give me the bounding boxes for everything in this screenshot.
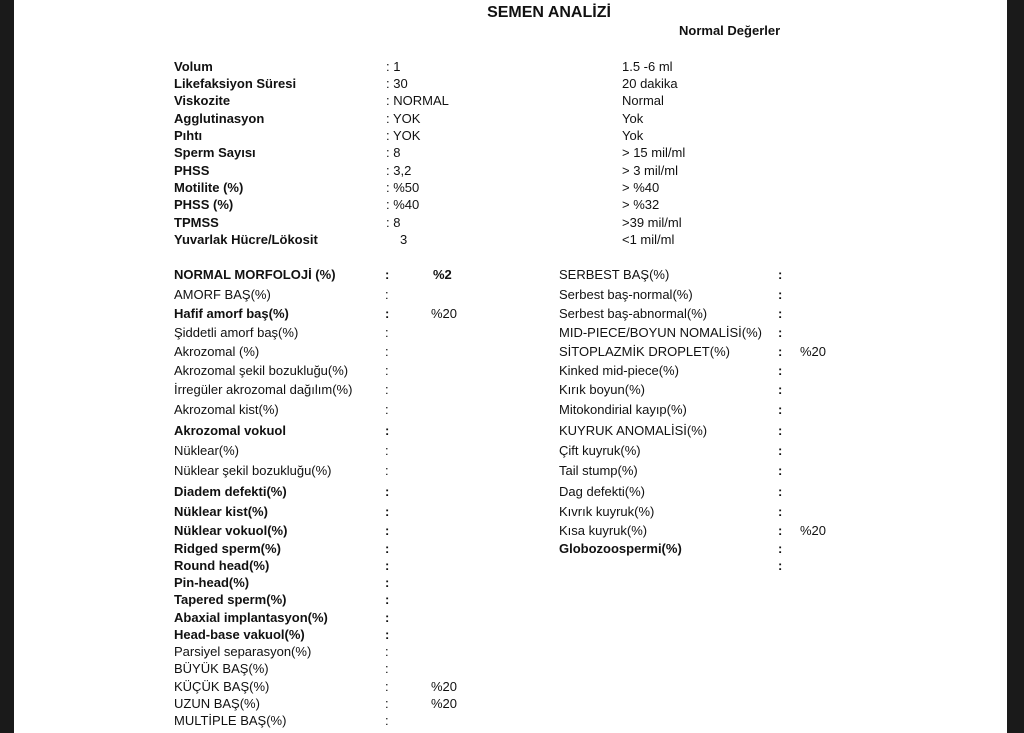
basic-value: 3	[400, 232, 408, 247]
colon: :	[385, 463, 389, 478]
morphology-label: Kinked mid-piece(%)	[559, 363, 679, 378]
morphology-label: Kırık boyun(%)	[559, 382, 645, 397]
basic-label: PHSS	[174, 163, 210, 178]
morphology-row	[559, 503, 859, 520]
morphology-label: Kısa kuyruk(%)	[559, 523, 648, 538]
morphology-row	[559, 557, 859, 574]
colon: :	[778, 463, 783, 478]
colon: :	[385, 267, 390, 282]
basic-row	[174, 144, 894, 161]
morphology-value: %20	[800, 344, 827, 359]
morphology-row	[174, 712, 474, 729]
morphology-row	[174, 678, 474, 695]
morphology-value: %20	[431, 306, 458, 321]
morphology-row	[559, 305, 859, 322]
colon: :	[385, 627, 390, 642]
colon: :	[385, 523, 390, 538]
colon: :	[778, 287, 783, 302]
normal-values-header: Normal Değerler	[679, 23, 781, 38]
morphology-label: Hafif amorf baş(%)	[174, 306, 289, 321]
morphology-row	[174, 324, 474, 341]
normal-value: > 3 mil/ml	[622, 163, 678, 178]
morphology-label: Abaxial implantasyon(%)	[174, 610, 328, 625]
morphology-label: Dag defekti(%)	[559, 484, 645, 499]
morphology-label: Nüklear şekil bozukluğu(%)	[174, 463, 332, 478]
normal-value: > %40	[622, 180, 660, 195]
morphology-row	[174, 343, 474, 360]
basic-row	[174, 92, 894, 109]
basic-label: PHSS (%)	[174, 197, 234, 212]
morphology-label: Nüklear kist(%)	[174, 504, 268, 519]
colon: :	[385, 644, 389, 659]
basic-row	[174, 231, 894, 248]
morphology-row	[174, 522, 474, 539]
colon: :	[778, 558, 783, 573]
morphology-row	[174, 266, 474, 283]
morphology-label: KÜÇÜK BAŞ(%)	[174, 679, 270, 694]
morphology-row	[174, 381, 474, 398]
morphology-row	[174, 422, 474, 439]
morphology-row	[174, 660, 474, 677]
normal-value: Yok	[622, 111, 644, 126]
morphology-label: Ridged sperm(%)	[174, 541, 281, 556]
basic-label: Likefaksiyon Süresi	[174, 76, 297, 91]
basic-value: : YOK	[386, 111, 421, 126]
colon: :	[385, 661, 389, 676]
normal-value: Normal	[622, 93, 664, 108]
morphology-label: UZUN BAŞ(%)	[174, 696, 260, 711]
colon: :	[385, 575, 390, 590]
colon: :	[385, 423, 390, 438]
basic-value: : 30	[386, 76, 408, 91]
basic-row	[174, 58, 894, 75]
colon: :	[385, 610, 390, 625]
basic-value: : 3,2	[386, 163, 412, 178]
document-page	[14, 0, 1007, 733]
basic-label: Agglutinasyon	[174, 111, 265, 126]
morphology-label: Çift kuyruk(%)	[559, 443, 641, 458]
colon: :	[778, 504, 783, 519]
basic-row	[174, 110, 894, 127]
morphology-row	[174, 286, 474, 303]
basic-value: : YOK	[386, 128, 421, 143]
colon: :	[385, 484, 390, 499]
morphology-label: Akrozomal (%)	[174, 344, 260, 359]
morphology-value: %2	[433, 267, 452, 282]
morphology-label: Kıvrık kuyruk(%)	[559, 504, 655, 519]
basic-label: TPMSS	[174, 215, 219, 230]
morphology-label: MULTİPLE BAŞ(%)	[174, 713, 287, 728]
morphology-label: BÜYÜK BAŞ(%)	[174, 661, 269, 676]
morphology-label: AMORF BAŞ(%)	[174, 287, 271, 302]
colon: :	[385, 504, 390, 519]
morphology-row	[559, 522, 859, 539]
basic-row	[174, 75, 894, 92]
colon: :	[385, 696, 389, 711]
normal-value: Yok	[622, 128, 644, 143]
morphology-row	[559, 442, 859, 459]
morphology-row	[174, 540, 474, 557]
morphology-value: %20	[431, 696, 458, 711]
basic-row	[174, 179, 894, 196]
basic-value: : %40	[386, 197, 420, 212]
morphology-value: %20	[800, 523, 827, 538]
basic-row	[174, 127, 894, 144]
normal-value: 1.5 -6 ml	[622, 59, 673, 74]
morphology-label: Serbest baş-normal(%)	[559, 287, 693, 302]
morphology-label: Tail stump(%)	[559, 463, 638, 478]
morphology-row	[174, 401, 474, 418]
basic-label: Yuvarlak Hücre/Lökosit	[174, 232, 318, 247]
colon: :	[778, 402, 783, 417]
morphology-label: Tapered sperm(%)	[174, 592, 287, 607]
basic-row	[174, 214, 894, 231]
morphology-row	[559, 324, 859, 341]
colon: :	[385, 541, 390, 556]
basic-value: : 8	[386, 215, 401, 230]
colon: :	[778, 443, 783, 458]
basic-label: Sperm Sayısı	[174, 145, 256, 160]
basic-value: : %50	[386, 180, 420, 195]
colon: :	[385, 382, 389, 397]
morphology-row	[174, 362, 474, 379]
page-title: SEMEN ANALİZİ	[487, 4, 611, 21]
morphology-row	[559, 483, 859, 500]
morphology-row	[559, 401, 859, 418]
morphology-label: Parsiyel separasyon(%)	[174, 644, 312, 659]
colon: :	[778, 267, 783, 282]
morphology-row	[174, 609, 474, 626]
morphology-label: Serbest baş-abnormal(%)	[559, 306, 708, 321]
basic-row	[174, 162, 894, 179]
morphology-label: SİTOPLAZMİK DROPLET(%)	[559, 344, 730, 359]
morphology-label: SERBEST BAŞ(%)	[559, 267, 670, 282]
normal-value: > %32	[622, 197, 660, 212]
morphology-label: Akrozomal kist(%)	[174, 402, 279, 417]
basic-label: Pıhtı	[174, 128, 203, 143]
morphology-row	[559, 540, 859, 557]
colon: :	[778, 382, 783, 397]
colon: :	[385, 363, 389, 378]
morphology-label: Nüklear(%)	[174, 443, 240, 458]
colon: :	[778, 541, 783, 556]
morphology-row	[174, 557, 474, 574]
morphology-row	[559, 343, 859, 360]
morphology-label: Pin-head(%)	[174, 575, 250, 590]
morphology-row	[174, 574, 474, 591]
morphology-label: Nüklear vokuol(%)	[174, 523, 288, 538]
colon: :	[385, 306, 390, 321]
morphology-row	[559, 362, 859, 379]
basic-row	[174, 196, 894, 213]
colon: :	[778, 363, 783, 378]
basic-label: Viskozite	[174, 93, 231, 108]
colon: :	[385, 679, 389, 694]
normal-value: 20 dakika	[622, 76, 678, 91]
basic-label: Volum	[174, 59, 213, 74]
colon: :	[385, 344, 389, 359]
colon: :	[385, 713, 389, 728]
colon: :	[778, 423, 783, 438]
colon: :	[385, 325, 389, 340]
morphology-row	[174, 442, 474, 459]
morphology-row	[559, 266, 859, 283]
colon: :	[385, 402, 389, 417]
morphology-label: İrregüler akrozomal dağılım(%)	[174, 382, 353, 397]
morphology-value: %20	[431, 679, 458, 694]
basic-label: Motilite (%)	[174, 180, 244, 195]
morphology-row	[174, 626, 474, 643]
morphology-row	[174, 483, 474, 500]
morphology-label: Round head(%)	[174, 558, 270, 573]
morphology-row	[174, 591, 474, 608]
basic-value: : 8	[386, 145, 401, 160]
morphology-label: Mitokondirial kayıp(%)	[559, 402, 687, 417]
colon: :	[778, 523, 783, 538]
morphology-label: Şiddetli amorf baş(%)	[174, 325, 299, 340]
colon: :	[778, 344, 783, 359]
basic-value: : 1	[386, 59, 401, 74]
morphology-label: Head-base vakuol(%)	[174, 627, 305, 642]
morphology-label: Diadem defekti(%)	[174, 484, 287, 499]
morphology-row	[174, 305, 474, 322]
morphology-label: Akrozomal vokuol	[174, 423, 286, 438]
morphology-row	[174, 462, 474, 479]
morphology-label: Akrozomal şekil bozukluğu(%)	[174, 363, 349, 378]
colon: :	[778, 306, 783, 321]
morphology-label: KUYRUK ANOMALİSİ(%)	[559, 423, 708, 438]
normal-value: <1 mil/ml	[622, 232, 675, 247]
morphology-row	[559, 381, 859, 398]
colon: :	[385, 592, 390, 607]
morphology-row	[174, 503, 474, 520]
colon: :	[778, 484, 783, 499]
morphology-row	[559, 462, 859, 479]
morphology-row	[174, 695, 474, 712]
colon: :	[778, 325, 783, 340]
morphology-label: NORMAL MORFOLOJİ (%)	[174, 267, 336, 282]
normal-value: > 15 mil/ml	[622, 145, 686, 160]
colon: :	[385, 443, 389, 458]
morphology-row	[559, 422, 859, 439]
morphology-label: Globozoospermi(%)	[559, 541, 682, 556]
morphology-row	[559, 286, 859, 303]
colon: :	[385, 558, 390, 573]
colon: :	[385, 287, 389, 302]
basic-value: : NORMAL	[386, 93, 449, 108]
normal-value: >39 mil/ml	[622, 215, 682, 230]
morphology-label: MID-PIECE/BOYUN NOMALİSİ(%)	[559, 325, 762, 340]
morphology-row	[174, 643, 474, 660]
